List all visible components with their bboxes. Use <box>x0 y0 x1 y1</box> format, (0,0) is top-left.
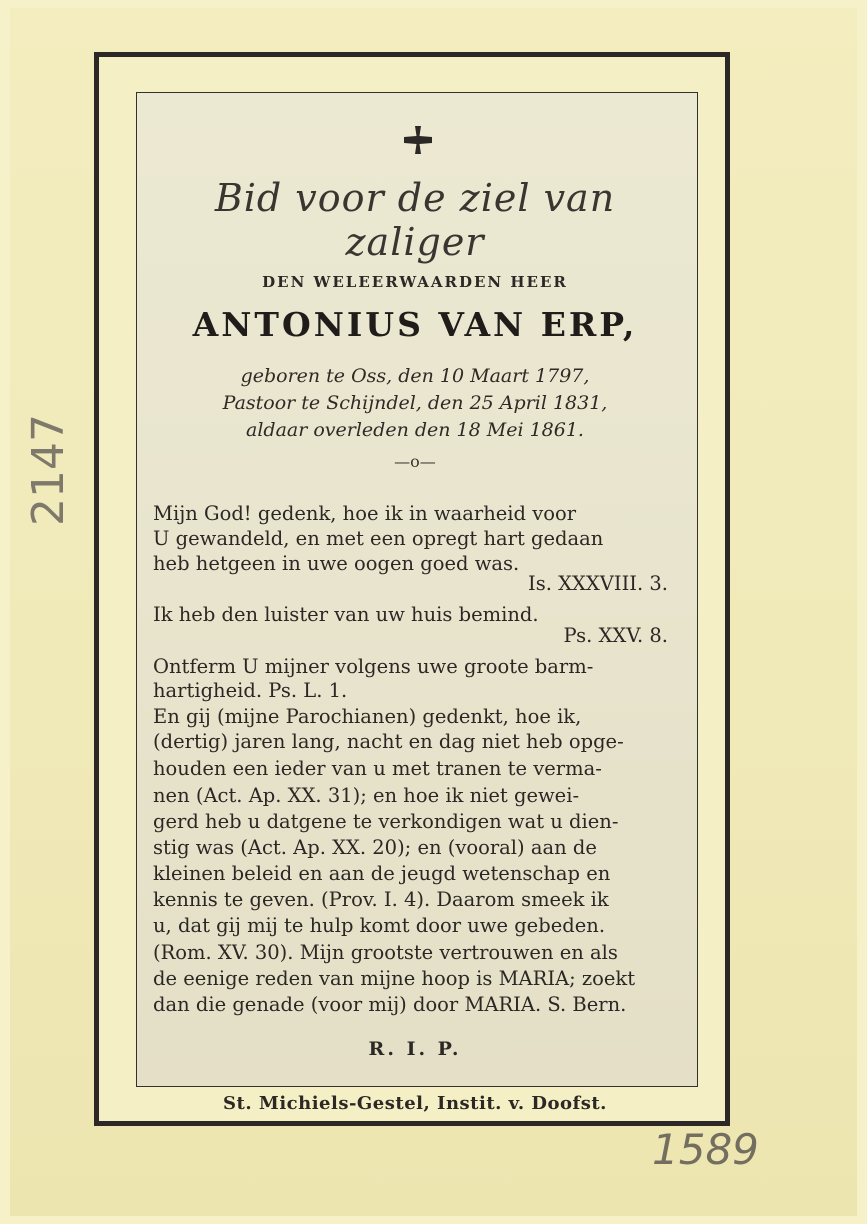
ornament-divider: —o— <box>394 452 436 471</box>
body-line: (Rom. XV. 30). Mijn grootste vertrouwen en als <box>153 941 618 964</box>
body-line: kennis te geven. (Prov. I. 4). Daarom smeek ik <box>153 888 609 911</box>
info-birth: geboren te Oss, den 10 Maart 1797, <box>240 365 590 387</box>
body-line: Ik heb den luister van uw huis bemind. <box>153 603 539 626</box>
info-death: aldaar overleden den 18 Mei 1861. <box>246 419 584 441</box>
body-line: En gij (mijne Parochianen) gedenkt, hoe ik, <box>153 705 582 728</box>
body-line: u, dat gij mij te hulp komt door uwe gebeden. <box>153 914 606 937</box>
body-line: Mijn God! gedenk, hoe ik in waarheid voor <box>153 502 577 525</box>
body-line: heb hetgeen in uwe oogen goed was. <box>153 552 520 575</box>
rip-text: R. I. P. <box>368 1038 462 1060</box>
handwritten-bottom-number: 1589 <box>652 1125 759 1174</box>
body-line: (dertig) jaren lang, nacht en dag niet heb opge- <box>153 730 624 753</box>
printer-footer: St. Michiels-Gestel, Instit. v. Doofst. <box>223 1093 607 1114</box>
info-pastor: Pastoor te Schijndel, den 25 April 1831, <box>222 392 608 414</box>
body-line: hartigheid. Ps. L. 1. <box>153 679 348 702</box>
honorific-heading: DEN WELEERWAARDEN HEER <box>262 273 568 291</box>
body-line: houden een ieder van u met tranen te verma- <box>153 757 602 780</box>
handwritten-margin-number: 2147 <box>22 414 74 526</box>
body-line: nen (Act. Ap. XX. 31); en hoe ik niet gewei- <box>153 784 580 807</box>
body-line: kleinen beleid en aan de jeugd wetenschap en <box>153 862 611 885</box>
body-line: stig was (Act. Ap. XX. 20); en (vooral) aan de <box>153 836 597 859</box>
body-line: dan die genade (voor mij) door MARIA. S. Bern. <box>153 993 627 1016</box>
body-line: Ontferm U mijner volgens uwe groote barm- <box>153 655 594 678</box>
body-line: U gewandeld, en met een opregt hart gedaan <box>153 527 604 550</box>
script-heading: Bid voor de ziel van zaliger <box>214 176 616 264</box>
body-line: de eenige reden van mijne hoop is MARIA; zoekt <box>153 967 636 990</box>
scripture-reference: Ps. XXV. 8. <box>563 624 668 647</box>
cross-icon <box>402 124 434 156</box>
body-line: gerd heb u datgene te verkondigen wat u dien- <box>153 810 619 833</box>
deceased-name: ANTONIUS VAN ERP, <box>192 305 638 344</box>
scripture-reference: Is. XXXVIII. 3. <box>528 572 668 595</box>
